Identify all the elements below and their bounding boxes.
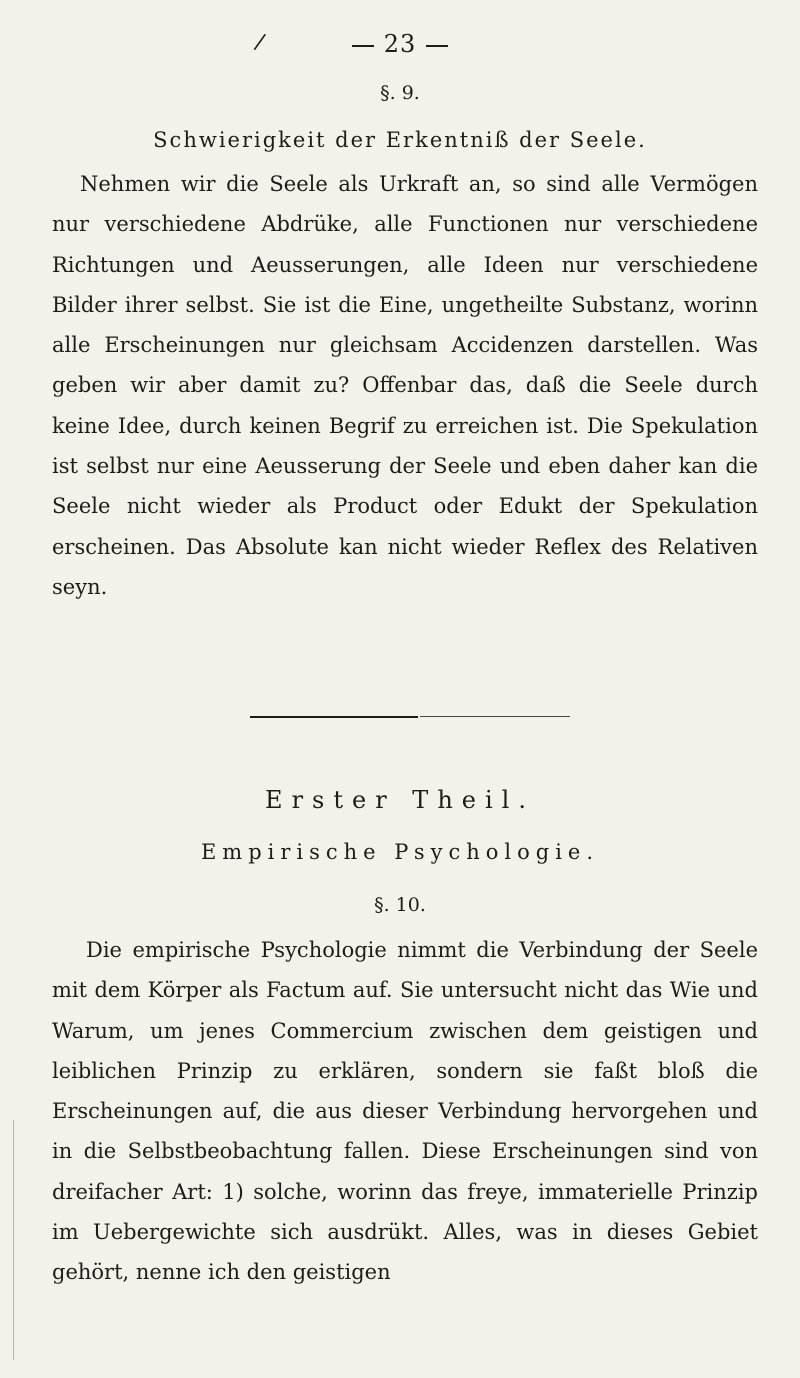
page-number-text: 23 (383, 30, 417, 58)
section-10-mark: §. 10. (374, 894, 426, 916)
ink-mark: / (252, 29, 268, 56)
margin-line (13, 1120, 14, 1360)
page-number-dash-left (352, 45, 374, 47)
section-9-title: Schwierigkeit der Erkentniß der Seele. (153, 128, 647, 152)
part-heading: Erster Theil. (265, 786, 535, 814)
section-9-paragraph: Nehmen wir die Seele als Urkraft an, so sind alle Vermögen nur verschiedene Abdrüke, alle Functionen nur verschiedene Richtungen und Aeusserungen, alle Ideen nur verschiedene Bilder ihrer selbst. Sie ist die Eine, ungetheilte Substanz, worinn alle Erscheinungen nur gleichsam Accidenzen darstellen. Was geben wir aber damit zu? Offenbar das, daß die Seele durch keine Idee, durch keinen Begrif zu erreichen ist. Die Spekulation ist selbst nur eine Aeusserung der Seele und eben daher kan die Seele nicht wieder als Product oder Edukt der Spekulation erscheinen. Das Absolute kan nicht wieder Reflex des Relativen seyn. (52, 172, 758, 599)
divider-rule-thin (420, 716, 570, 717)
section-9-mark: §. 9. (380, 82, 420, 104)
page-number (0, 30, 800, 58)
section-10-paragraph: Die empirische Psychologie nimmt die Verbindung der Seele mit dem Körper als Factum auf. Sie untersucht nicht das Wie und Warum, um jenes Commercium zwischen dem geistigen und leiblichen Prinzip zu erklären, sondern sie faßt bloß die Erscheinungen auf, die aus dieser Verbindung hervorgehen und in die Selbstbeobachtung fallen. Diese Erscheinungen sind von dreifacher Art: 1) solche, worinn das freye, immaterielle Prinzip im Uebergewichte sich ausdrükt. Alles, was in dieses Gebiet gehört, nenne ich den geistigen (52, 938, 758, 1285)
page-number-dash-right (426, 45, 448, 47)
part-subheading: Empirische Psychologie. (200, 840, 600, 864)
divider-rule (250, 716, 418, 718)
